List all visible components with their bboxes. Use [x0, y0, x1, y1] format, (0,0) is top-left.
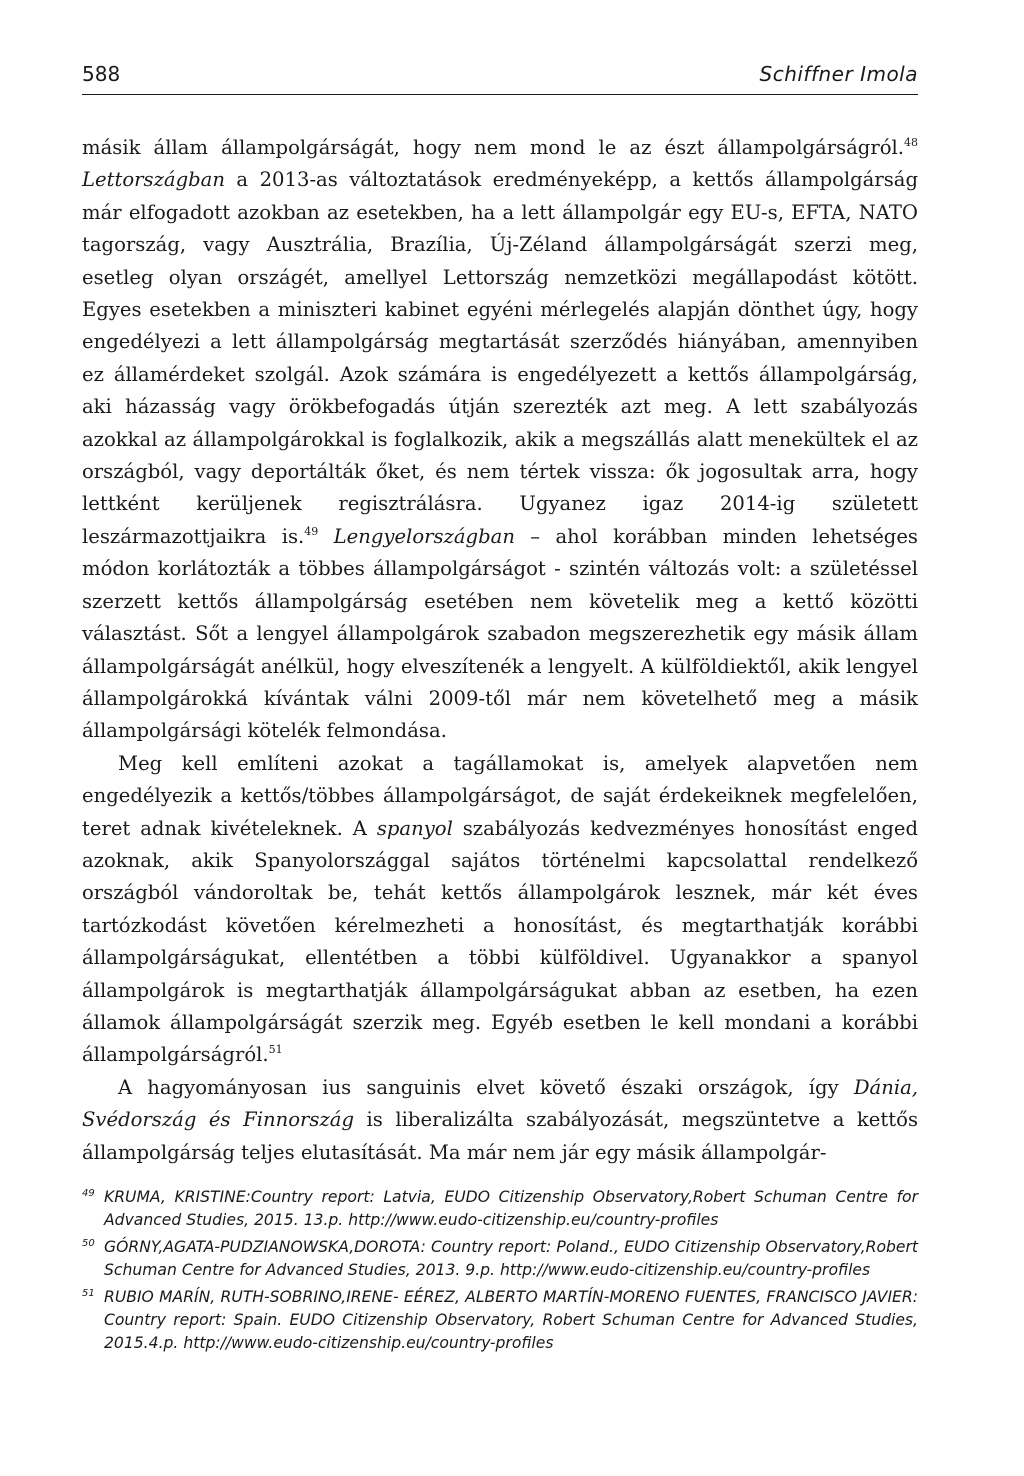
paragraph-2: [82, 748, 918, 1072]
paragraph-3: [82, 1072, 918, 1169]
country-emphasis: Dánia, Svédország és Finnország: [82, 1075, 918, 1132]
footnote-49: [82, 1186, 918, 1231]
footnote-ref: 49: [304, 524, 319, 538]
country-emphasis: spanyol: [376, 816, 453, 840]
paragraph-1: [82, 132, 918, 748]
footnote-number: 51: [82, 1288, 95, 1300]
footnote-ref: 48: [904, 136, 918, 149]
footnote-text: RUBIO MARÍN, RUTH-SOBRINO,IRENE- EÉREZ, ALBERTO MARTÍN-MORENO FUENTES, FRANCISCO JAVIER: Country report: Spain. EUDO Citizenship Observatory, Robert Schuman Centre for Advanced Studies, 2015.4.p. http://www.eudo-citizenship.eu/country-profiles: [104, 1288, 918, 1352]
text-run: Meg kell említeni azokat a tagállamokat is, amelyek alapvetően nem engedélyezik a kettős/többes állampolgárságot, de saját érdekeiknek megfelelően, teret adnak kivételeknek. A: [82, 751, 918, 840]
text-run: – ahol korábban minden lehetséges módon korlátozták a többes állampolgárságot - szintén változás volt: a születéssel szerzett kettős állampolgárság esetében nem követelik meg a kettő közötti választást. Sőt a lengyel állampolgárok szabadon megszerezhetik egy másik állam állampolgárságát anélkül, hogy elveszítenék a lengyelt. A külföldiektől, akik lengyel állampolgárokká kívántak válni 2009-től már nem követelhető meg a másik állampolgársági kötelék felmondása.: [82, 524, 918, 743]
country-emphasis: Lettországban: [82, 168, 225, 192]
country-emphasis: Lengyelországban: [333, 524, 515, 548]
running-head-author: Schiffner Imola: [759, 62, 918, 86]
page-number: 588: [82, 62, 121, 86]
main-text: [82, 132, 918, 1169]
text-run: szabályozás kedvezményes honosítást enged azoknak, akik Spanyolországgal sajátos történelmi kapcsolattal rendelkező országból vándoroltak be, tehát kettős állampolgárok lesznek, már két éves tartózkodást követően kérelmezheti a honosítást, és megtarthatják korábbi állampolgárságukat, ellentétben a többi külföldivel. Ugyanakkor a spanyol állampolgárok is megtarthatják állampolgárságukat abban az esetben, ha ezen államok állampolgárságát szerzik meg. Egyéb esetben le kell mondani a korábbi állampolgárságról.: [82, 816, 918, 1067]
text-run: is liberalizálta szabályozását, megszüntetve a kettős állampolgárság teljes elutasítását. Ma már nem jár egy másik állampolgár-: [82, 1108, 918, 1164]
text-run: A hagyományosan ius sanguinis elvet követő északi országok, így: [118, 1075, 854, 1099]
footnote-text: KRUMA, KRISTINE:Country report: Latvia, EUDO Citizenship Observatory,Robert Schuman Centre for Advanced Studies, 2015. 13.p. http://www.eudo-citizenship.eu/country-profiles: [104, 1188, 918, 1229]
running-header: [82, 58, 918, 95]
text-run: másik állam állampolgárságát, hogy nem mond le az észt állampolgárságról.: [82, 136, 904, 159]
footnote-number: 49: [82, 1188, 95, 1199]
footnote-ref: 51: [268, 1043, 283, 1057]
footnotes: [82, 1186, 918, 1359]
footnote-51: [82, 1286, 918, 1354]
text-run: a 2013-as változtatások eredményeképp, a kettős állampolgárság már elfogadott azokban az esetekben, ha a lett állampolgár egy EU-s, EFTA, NATO tagország, vagy Ausztrália, Brazília, Új-Zéland állampolgárságát szerzi meg, esetleg olyan országét, amellyel Lettország nemzetközi megállapodást kötött. Egyes esetekben a miniszteri kabinet egyéni mérlegelés alapján dönthet úgy, hogy engedélyezi a lett állampolgárság megtartását szerződés hiányában, amennyiben ez államérdeket szolgál. Azok számára is engedélyezett a kettős állampolgárság, aki házasság vagy örökbefogadás útján szerezték azt meg. A lett szabályozás azokkal az állampolgárokkal is foglalkozik, akik a megszállás alatt menekültek el az országból, vagy deportálták őket, és nem tértek vissza: ők jogosultak arra, hogy lettként kerüljenek regisztrálásra. Ugyanez igaz 2014-ig született leszármazottjaikra is.: [82, 168, 918, 548]
footnote-text: GÓRNY,AGATA-PUDZIANOWSKA,DOROTA: Country report: Poland., EUDO Citizenship Observatory,Robert Schuman Centre for Advanced Studies, 2013. 9.p. http://www.eudo-citizenship.eu/country-profiles: [104, 1238, 918, 1279]
footnote-number: 50: [82, 1238, 95, 1250]
footnote-50: [82, 1236, 918, 1281]
